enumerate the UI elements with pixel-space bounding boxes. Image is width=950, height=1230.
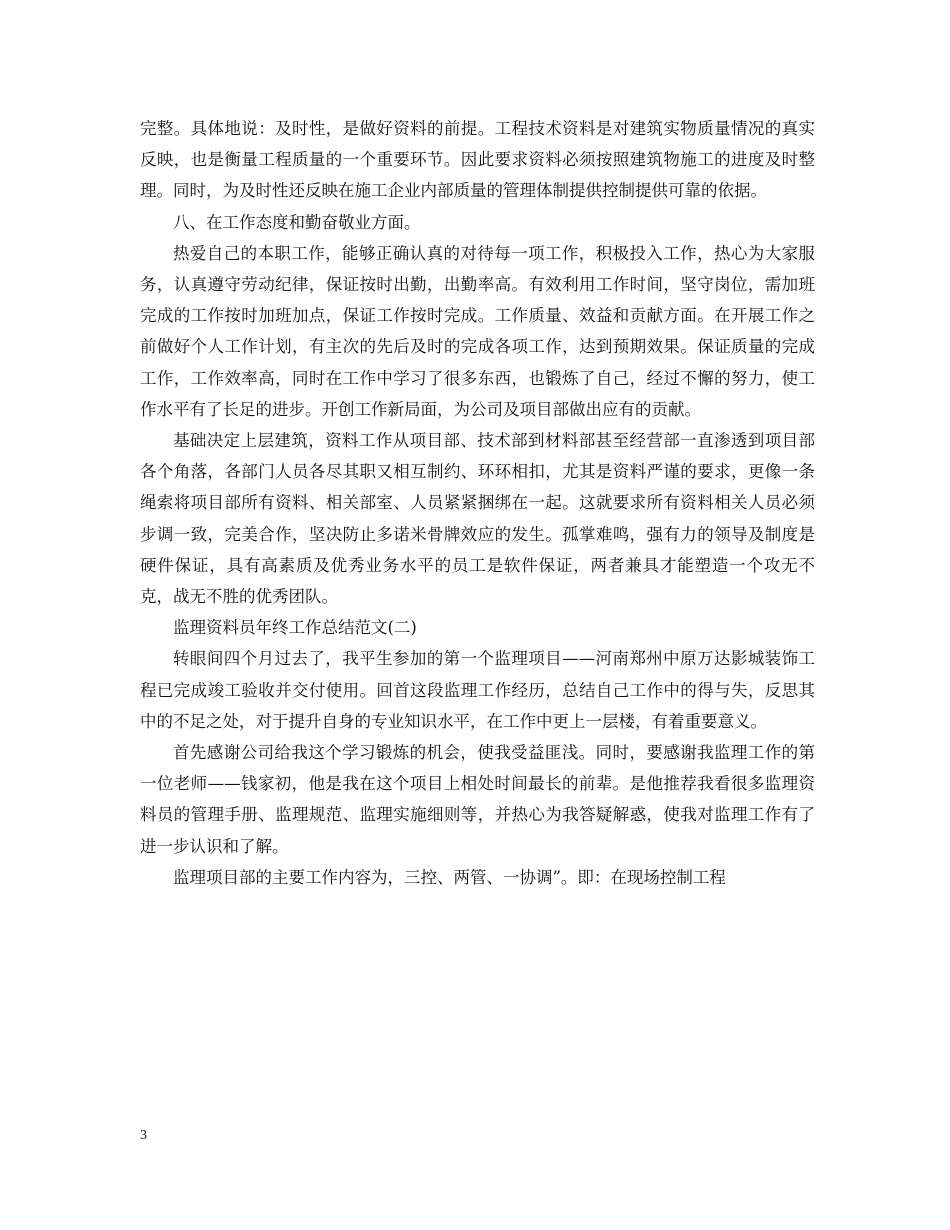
- paragraph-5: 首先感谢公司给我这个学习锻炼的机会，使我受益匪浅。同时，要感谢我监理工作的第一位老师——钱家初，他是我在这个项目上相处时间最长的前辈。是他推荐我看很多监理资料员的管理手册、监理规范、监理实施细则等，并热心为我答疑解惑，使我对监理工作有了进一步认识和了解。: [140, 743, 815, 856]
- paragraph-2: 热爱自己的本职工作，能够正确认真的对待每一项工作，积极投入工作，热心为大家服务，认真遵守劳动纪律，保证按时出勤，出勤率高。有效利用工作时间，坚守岗位，需加班完成的工作按时加班加点，保证工作按时完成。工作质量、效益和贡献方面。在开展工作之前做好个人工作计划，有主次的先后及时的完成各项工作，达到预期效果。保证质量的完成工作，工作效率高，同时在工作中学习了很多东西，也锻炼了自己，经过不懈的努力，使工作水平有了长足的进步。开创工作新局面，为公司及项目部做出应有的贡献。: [140, 243, 815, 419]
- article-title-2: 监理资料员年终工作总结范文(二): [173, 618, 417, 638]
- paragraph-6: 监理项目部的主要工作内容为，三控、两管、一协调”。即：在现场控制工程: [173, 867, 726, 887]
- page-number: 3: [140, 1128, 147, 1143]
- paragraph-4: 转眼间四个月过去了，我平生参加的第一个监理项目——河南郑州中原万达影城装饰工程已完成竣工验收并交付使用。回首这段监理工作经历，总结自己工作中的得与失，反思其中的不足之处，对于提升自身的专业知识水平，在工作中更上一层楼，有着重要意义。: [140, 649, 815, 731]
- paragraph-1: 完整。具体地说：及时性，是做好资料的前提。工程技术资料是对建筑实物质量情况的真实反映，也是衡量工程质量的一个重要环节。因此要求资料必须按照建筑物施工的进度及时整理。同时，为及时性还反映在施工企业内部质量的管理体制提供控制提供可靠的依据。: [140, 119, 815, 201]
- document-body: [140, 113, 815, 893]
- paragraph-3: 基础决定上层建筑，资料工作从项目部、技术部到材料部甚至经营部一直渗透到项目部各个角落，各部门人员各尽其职又相互制约、环环相扣，尤其是资料严谨的要求，更像一条绳索将项目部所有资料、相关部室、人员紧紧捆绑在一起。这就要求所有资料相关人员必须步调一致，完美合作，坚决防止多诺米骨牌效应的发生。孤掌难鸣，强有力的领导及制度是硬件保证，具有高素质及优秀业务水平的员工是软件保证，两者兼具才能塑造一个攻无不克，战无不胜的优秀团队。: [140, 431, 815, 607]
- section-heading-8: 八、在工作态度和勤奋敬业方面。: [173, 212, 421, 232]
